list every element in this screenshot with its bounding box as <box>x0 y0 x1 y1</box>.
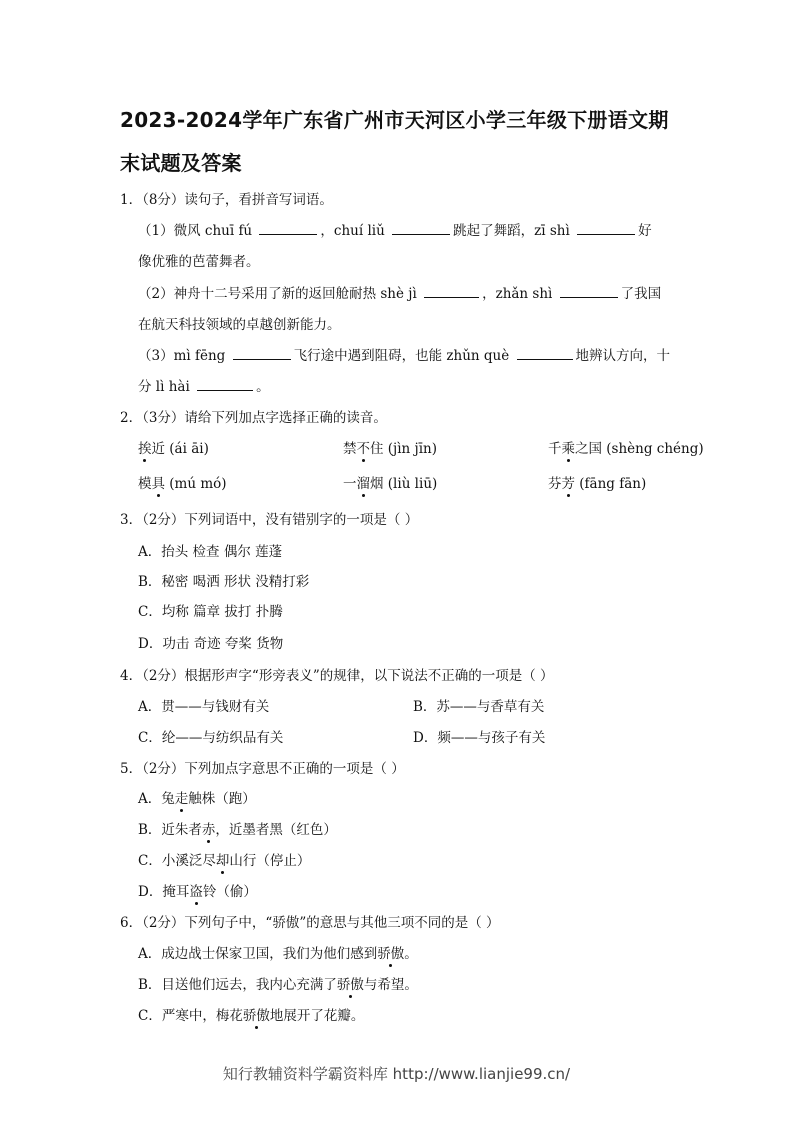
q1-s2-part-c: 了我国 <box>620 286 662 302</box>
dotted-character: 走 <box>175 787 189 807</box>
q1-s3-part-c: 地辨认方向，十 <box>575 348 671 364</box>
q4-option-c[interactable]: C．纶——与纺织品有关 <box>138 730 284 746</box>
q1-s3-cont-a: 分 lì hài <box>138 379 195 395</box>
q5-option-c[interactable] <box>138 849 310 869</box>
dotted-character: 不 <box>357 437 371 457</box>
q3-stem: 3．（2分）下列词语中，没有错别字的一项是（ ） <box>120 512 419 528</box>
q1-s3-continuation <box>138 375 270 395</box>
dotted-character: 芳 <box>562 472 576 492</box>
q2-item <box>138 472 227 492</box>
dotted-character: 乘 <box>562 437 576 457</box>
q2-item-text: 一 <box>343 476 357 492</box>
option-text: 山行（停止） <box>229 853 311 869</box>
option-text: 触株（跑） <box>188 791 256 807</box>
q1-s1-part-b: ，chuí liǔ <box>320 223 390 239</box>
q1-stem: 1．（8分）读句子，看拼音写词语。 <box>120 192 333 208</box>
dotted-character: 却 <box>216 849 230 869</box>
q1-s2-part-a: （2）神舟十二号采用了新的返回舱耐热 shè jì <box>138 286 422 302</box>
q5-option-b[interactable] <box>138 818 337 838</box>
q2-item-pinyin: (fāng fān) <box>575 476 647 492</box>
dotted-word: 骄傲 <box>377 942 404 962</box>
q5-option-d[interactable] <box>138 880 257 900</box>
q3-option-a[interactable]: A．抬头 检查 偶尔 莲蓬 <box>138 544 283 560</box>
q2-item-pinyin: (mú mó) <box>165 476 227 492</box>
document-title-line-2: 末试题及答案 <box>120 151 242 175</box>
q2-item <box>138 437 209 457</box>
footer-watermark: 知行教辅资料学霸资料库 http://www.lianjie99.cn/ <box>222 1065 571 1083</box>
q2-item-text: 模 <box>138 476 152 492</box>
q2-item-text: 禁 <box>343 441 357 457</box>
q1-sentence-2 <box>138 282 661 302</box>
q1-s2-part-b: ，zhǎn shì <box>482 286 557 302</box>
answer-blank[interactable] <box>392 222 450 235</box>
q5-stem: 5．（2分）下列加点字意思不正确的一项是（ ） <box>120 761 405 777</box>
q6-option-b[interactable] <box>138 973 418 993</box>
q4-option-b[interactable]: B．苏——与香草有关 <box>413 699 545 715</box>
q1-sentence-3 <box>138 344 670 364</box>
q2-item <box>343 437 437 457</box>
dotted-character: 溜 <box>357 472 371 492</box>
q2-item <box>343 472 437 492</box>
q2-item-text: 芬 <box>548 476 562 492</box>
q1-s2-continuation: 在航天科技领域的卓越创新能力。 <box>138 317 341 333</box>
option-text: A．成边战士保家卫国，我们为他们感到 <box>138 946 378 962</box>
dotted-character: 具 <box>152 472 166 492</box>
answer-blank[interactable] <box>259 222 317 235</box>
q2-stem: 2．（3分）请给下列加点字选择正确的读音。 <box>120 410 387 426</box>
document-title-line-1: 2023-2024学年广东省广州市天河区小学三年级下册语文期 <box>120 108 669 132</box>
q2-item-pinyin: 烟 (liù liū) <box>370 476 438 492</box>
option-text: 与希望。 <box>363 977 418 993</box>
q5-option-a[interactable] <box>138 787 256 807</box>
q3-option-d[interactable]: D．功击 奇迹 夸桨 货物 <box>138 636 284 652</box>
option-text: 地展开了花瓣。 <box>269 1008 365 1024</box>
answer-blank[interactable] <box>577 222 635 235</box>
q4-option-a[interactable]: A．贯——与钱财有关 <box>138 699 270 715</box>
q6-stem: 6．（2分）下列句子中，“骄傲”的意思与其他三项不同的是（ ） <box>120 915 500 931</box>
q1-s1-part-d: 好 <box>638 223 652 239</box>
q4-stem: 4．（2分）根据形声字“形旁表义”的规律，以下说法不正确的一项是（ ） <box>120 668 554 684</box>
option-text: B．近朱者 <box>138 822 202 838</box>
q1-s3-part-b: 飞行途中遇到阻碍，也能 zhǔn què <box>293 348 514 364</box>
option-text: 铃（偷） <box>202 884 257 900</box>
q2-item-pinyin: 住 (jìn jīn) <box>370 441 438 457</box>
q1-s3-part-a: （3）mì fēng <box>138 348 230 364</box>
answer-blank[interactable] <box>424 285 479 298</box>
dotted-character: 赤 <box>202 818 216 838</box>
dotted-word: 骄傲 <box>337 973 364 993</box>
option-text: A．兔 <box>138 791 175 807</box>
q3-option-c[interactable]: C．均称 篇章 拔打 扑腾 <box>138 604 283 620</box>
option-text: D．掩耳 <box>138 884 190 900</box>
q2-item-text: 千 <box>548 441 562 457</box>
option-text: C．严寒中，梅花 <box>138 1008 243 1024</box>
q6-option-c[interactable] <box>138 1004 364 1024</box>
q4-option-d[interactable]: D．频——与孩子有关 <box>413 730 546 746</box>
option-text: B．目送他们远去，我内心充满了 <box>138 977 337 993</box>
answer-blank[interactable] <box>233 347 291 360</box>
q2-item <box>548 437 704 457</box>
q1-s3-cont-b: 。 <box>256 379 270 395</box>
q1-s1-continuation: 像优雅的芭蕾舞者。 <box>138 254 260 270</box>
option-text: 。 <box>404 946 418 962</box>
answer-blank[interactable] <box>197 378 253 391</box>
answer-blank[interactable] <box>560 285 618 298</box>
q1-sentence-1 <box>138 219 652 239</box>
answer-blank[interactable] <box>517 347 573 360</box>
q2-item-pinyin: 近 (ái āi) <box>151 441 209 457</box>
q2-item <box>548 472 646 492</box>
dotted-character: 盗 <box>189 880 203 900</box>
q1-s1-part-a: （1）微风 chuī fú <box>138 223 257 239</box>
option-text: C．小溪泛尽 <box>138 853 216 869</box>
q3-option-b[interactable]: B．秘密 喝洒 形状 没精打彩 <box>138 574 310 590</box>
q6-option-a[interactable] <box>138 942 418 962</box>
q2-item-pinyin: 之国 (shèng chéng) <box>575 441 704 457</box>
dotted-character: 挨 <box>138 437 152 457</box>
dotted-word: 骄傲 <box>243 1004 270 1024</box>
option-text: ，近墨者黑（红色） <box>215 822 337 838</box>
q1-s1-part-c: 跳起了舞蹈，zī shì <box>453 223 575 239</box>
